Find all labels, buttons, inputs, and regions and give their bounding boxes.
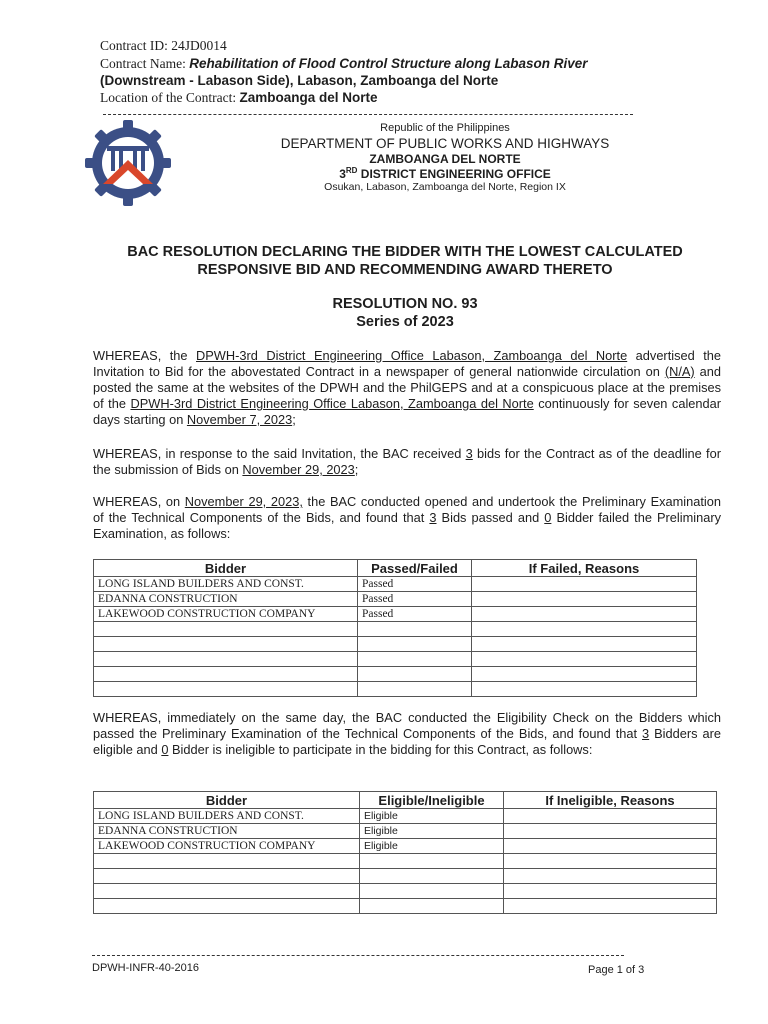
p3-date: November 29, 2023,	[184, 494, 303, 509]
eligibility-check-table	[93, 791, 717, 914]
reason-cell	[472, 637, 697, 652]
col-passed-failed: Passed/Failed	[358, 560, 472, 577]
status-cell: Passed	[358, 607, 472, 622]
p3-text-3: Bids passed and	[436, 510, 545, 525]
p2-text-1: WHEREAS, in response to the said Invitation, the BAC received	[93, 446, 466, 461]
bidder-cell: EDANNA CONSTRUCTION	[94, 824, 360, 839]
status-cell: Passed	[358, 592, 472, 607]
status-cell: Eligible	[360, 824, 504, 839]
p3-text-2: the BAC conducted opened and undertook the Preliminary Examination of the Technical Components of the Bids, and found that	[93, 494, 721, 525]
whereas-paragraph-4	[93, 710, 721, 758]
p1-text-2: advertised the Invitation to Bid for the abovestated Contract in a newspaper of general nationwide circulation on	[93, 348, 722, 379]
p4-text-2: Bidders are eligible and	[93, 726, 722, 757]
table-row	[94, 682, 697, 697]
p3-text-1: WHEREAS, on	[93, 494, 185, 509]
contract-location-value: Zamboanga del Norte	[239, 90, 378, 105]
reason-cell	[504, 824, 717, 839]
table-row	[94, 839, 717, 854]
contract-name-label: Contract Name:	[100, 56, 186, 71]
p1-start-date: November 7, 2023	[186, 412, 293, 427]
contract-id-line	[100, 38, 227, 54]
p1-text-1: WHEREAS, the	[93, 348, 197, 363]
bidder-cell: EDANNA CONSTRUCTION	[94, 592, 358, 607]
status-cell: Passed	[358, 577, 472, 592]
bidder-cell: LONG ISLAND BUILDERS AND CONST.	[94, 577, 358, 592]
status-cell: Eligible	[360, 839, 504, 854]
table-row	[94, 622, 697, 637]
reason-cell	[472, 622, 697, 637]
contract-name-line	[100, 56, 588, 72]
bidder-cell	[94, 682, 358, 697]
office-ordinal-suffix: RD	[345, 166, 358, 175]
reason-cell	[472, 607, 697, 622]
status-cell	[358, 622, 472, 637]
table-row	[94, 592, 697, 607]
status-cell	[360, 899, 504, 914]
letterhead-region: ZAMBOANGA DEL NORTE	[369, 152, 521, 166]
p1-newspaper-date: (N/A)	[664, 364, 695, 379]
preliminary-exam-table	[93, 559, 697, 697]
bidder-cell	[94, 884, 360, 899]
table-row	[94, 824, 717, 839]
letterhead-department: DEPARTMENT OF PUBLIC WORKS AND HIGHWAYS	[280, 136, 610, 151]
table-row	[94, 869, 717, 884]
p2-deadline-date: November 29, 2023	[242, 462, 355, 477]
table-row	[94, 577, 697, 592]
p1-office-2: DPWH-3rd District Engineering Office Labason, Zamboanga del Norte	[130, 396, 534, 411]
status-cell	[358, 652, 472, 667]
resolution-title-line2: RESPONSIVE BID AND RECOMMENDING AWARD THERETO	[197, 262, 613, 278]
table-row	[94, 899, 717, 914]
reason-cell	[504, 899, 717, 914]
status-cell	[360, 884, 504, 899]
p3-text-4: Bidder failed the Preliminary Examination, as follows:	[93, 510, 722, 541]
bidder-cell	[94, 637, 358, 652]
header-divider	[103, 114, 633, 115]
p1-office: DPWH-3rd District Engineering Office Labason, Zamboanga del Norte	[196, 348, 628, 363]
status-cell	[360, 854, 504, 869]
p4-eligible-count: 3	[642, 726, 650, 741]
table-header-row	[94, 560, 697, 577]
table-row	[94, 809, 717, 824]
resolution-title-line1: BAC RESOLUTION DECLARING THE BIDDER WITH THE LOWEST CALCULATED	[127, 244, 683, 260]
letterhead-address: Osukan, Labason, Zamboanga del Norte, Region IX	[324, 181, 566, 193]
status-cell: Eligible	[360, 809, 504, 824]
reason-cell	[504, 884, 717, 899]
footer-divider	[92, 955, 624, 956]
p2-bid-count: 3	[465, 446, 473, 461]
table-header-row	[94, 792, 717, 809]
table-row	[94, 854, 717, 869]
contract-location-label: Location of the Contract:	[100, 90, 237, 105]
whereas-paragraph-2	[93, 446, 721, 478]
p4-text-3: Bidder is ineligible to participate in the bidding for this Contract, as follows:	[168, 742, 593, 757]
page-number: Page 1 of 3	[588, 964, 645, 976]
col-failed-reasons: If Failed, Reasons	[472, 560, 697, 577]
reason-cell	[504, 869, 717, 884]
bidder-cell	[94, 854, 360, 869]
col-bidder: Bidder	[94, 792, 360, 809]
bidder-cell: LAKEWOOD CONSTRUCTION COMPANY	[94, 839, 360, 854]
col-ineligible-reasons: If Ineligible, Reasons	[504, 792, 717, 809]
office-rest: DISTRICT ENGINEERING OFFICE	[357, 167, 551, 181]
office-ordinal: 3	[339, 167, 346, 181]
reason-cell	[472, 652, 697, 667]
table-row	[94, 607, 697, 622]
reason-cell	[504, 839, 717, 854]
bidder-cell	[94, 899, 360, 914]
resolution-series: Series of 2023	[356, 314, 454, 330]
p4-ineligible-count: 0	[161, 742, 169, 757]
p1-text-5: ;	[292, 412, 296, 427]
p2-text-3: ;	[354, 462, 359, 477]
bidder-cell	[94, 869, 360, 884]
contract-name-line2: (Downstream - Labason Side), Labason, Zamboanga del Norte	[100, 73, 499, 88]
status-cell	[358, 667, 472, 682]
p3-failed-count: 0	[544, 510, 552, 525]
contract-id-label: Contract ID:	[100, 38, 168, 53]
dpwh-gear-logo	[83, 118, 173, 208]
whereas-paragraph-3	[93, 494, 721, 542]
bidder-cell	[94, 667, 358, 682]
contract-location-line	[100, 90, 378, 106]
form-code: DPWH-INFR-40-2016	[92, 962, 199, 974]
status-cell	[360, 869, 504, 884]
col-bidder: Bidder	[94, 560, 358, 577]
reason-cell	[472, 577, 697, 592]
p4-text-1: WHEREAS, immediately on the same day, the BAC conducted the Eligibility Check on the Bidders which passed the Preliminary Examination of the Technical Components of the Bids, and found that	[93, 710, 721, 741]
reason-cell	[472, 682, 697, 697]
table-row	[94, 884, 717, 899]
reason-cell	[472, 592, 697, 607]
bidder-cell	[94, 622, 358, 637]
contract-id-value: 24JD0014	[171, 38, 227, 53]
p1-text-3: and posted the same at the websites of the DPWH and the PhilGEPS and at a conspicuous place at the premises of the	[93, 364, 721, 411]
contract-name-value: Rehabilitation of Flood Control Structure along Labason River	[189, 56, 588, 71]
resolution-number: RESOLUTION NO. 93	[332, 296, 478, 312]
letterhead-office	[230, 166, 660, 181]
bidder-cell	[94, 652, 358, 667]
reason-cell	[504, 854, 717, 869]
col-eligible-ineligible: Eligible/Ineligible	[360, 792, 504, 809]
status-cell	[358, 682, 472, 697]
reason-cell	[504, 809, 717, 824]
bidder-cell: LONG ISLAND BUILDERS AND CONST.	[94, 809, 360, 824]
table-row	[94, 637, 697, 652]
whereas-paragraph-1	[93, 348, 721, 428]
reason-cell	[472, 667, 697, 682]
table-row	[94, 667, 697, 682]
p3-passed-count: 3	[429, 510, 437, 525]
table-row	[94, 652, 697, 667]
letterhead-republic: Republic of the Philippines	[380, 122, 510, 134]
p1-text-4: continuously for seven calendar days starting on	[93, 396, 722, 427]
status-cell	[358, 637, 472, 652]
p2-text-2: bids for the Contract as of the deadline for the submission of Bids on	[93, 446, 721, 477]
bidder-cell: LAKEWOOD CONSTRUCTION COMPANY	[94, 607, 358, 622]
